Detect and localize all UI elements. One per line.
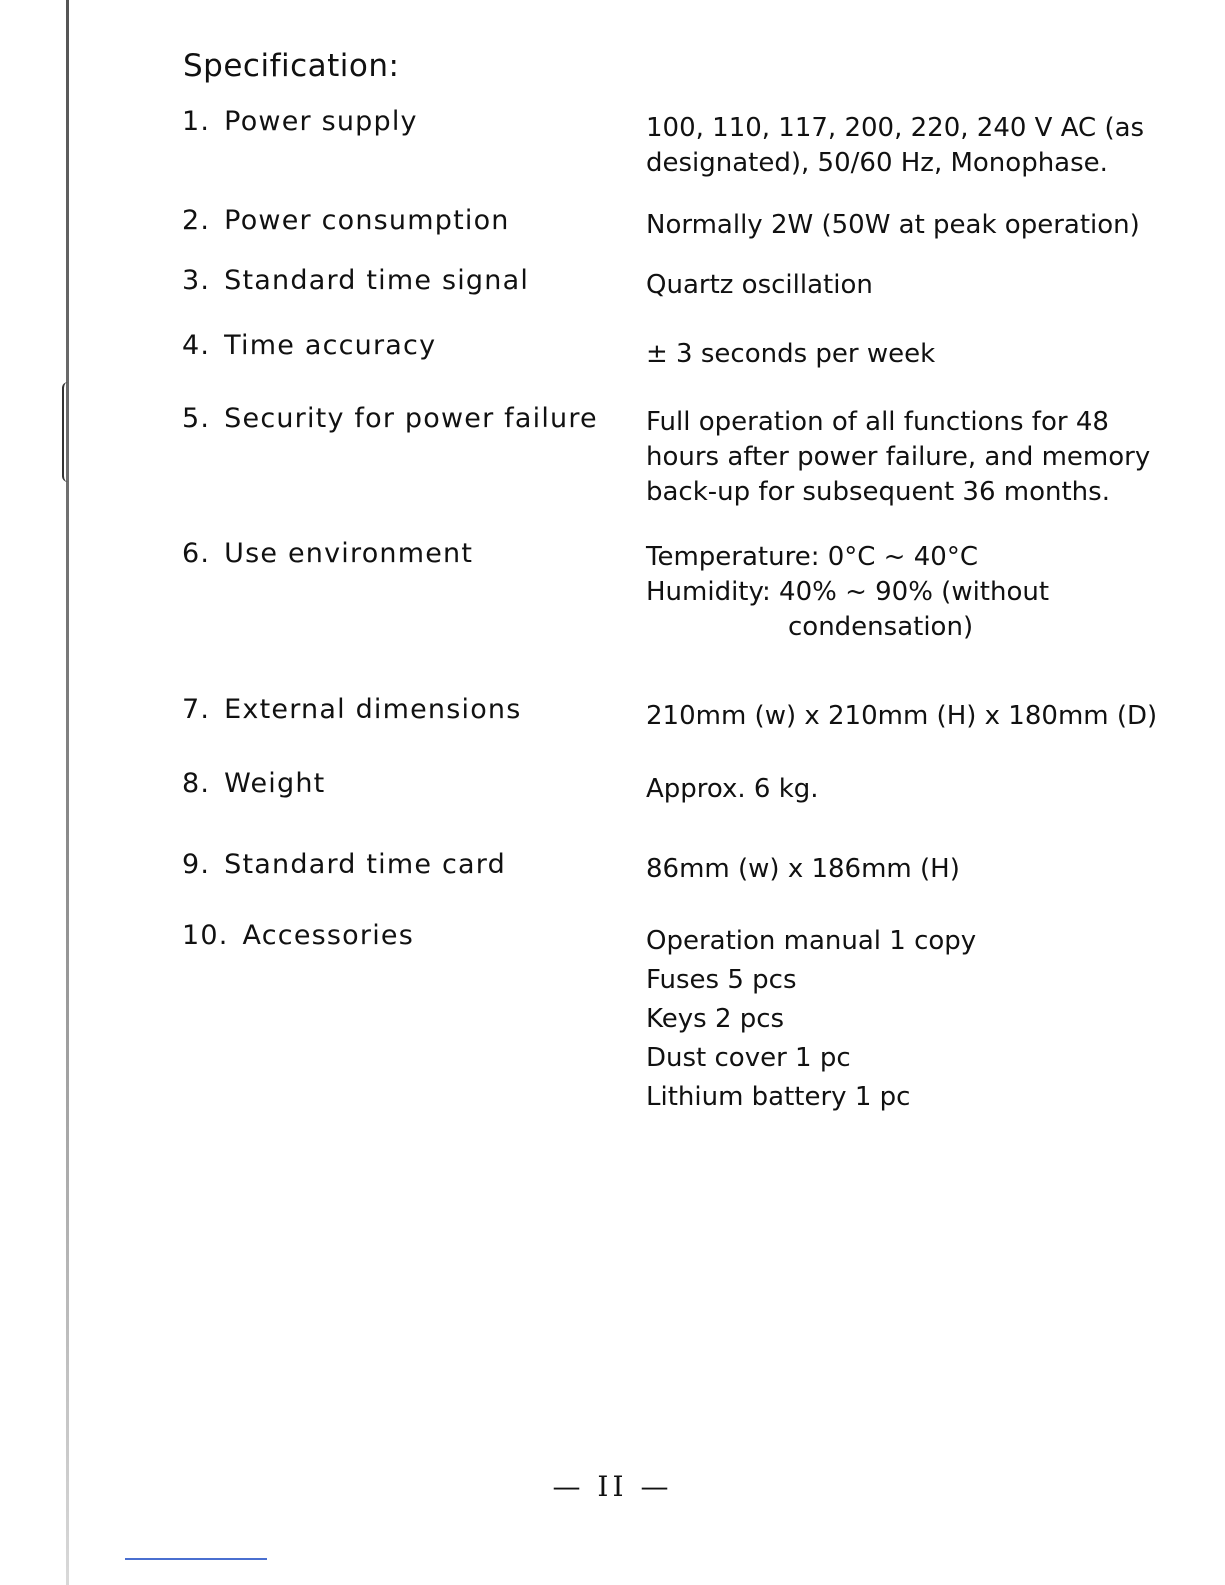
accessory-item: Dust cover 1 pc xyxy=(646,1043,851,1073)
bottom-rule xyxy=(125,1558,267,1560)
spec-item-label: Standard time signal xyxy=(224,265,530,296)
spec-item-power-consumption-value xyxy=(646,208,1140,243)
spec-item-use-environment-label xyxy=(182,538,473,569)
spec-item-label: Power consumption xyxy=(224,205,510,236)
spec-value-line: Normally 2W (50W at peak operation) xyxy=(646,210,1140,240)
spec-item-number: 3. xyxy=(182,265,211,296)
spec-item-number: 9. xyxy=(182,849,211,880)
accessory-item: Operation manual 1 copy xyxy=(646,926,977,956)
spec-item-label: Time accuracy xyxy=(224,330,437,361)
spec-item-label: Power supply xyxy=(224,106,418,137)
page-title: Specification: xyxy=(183,48,400,84)
accessory-item: Lithium battery 1 pc xyxy=(646,1082,911,1112)
spec-value-line: ± 3 seconds per week xyxy=(646,339,936,369)
spec-value-line: Approx. 6 kg. xyxy=(646,774,819,804)
spec-item-use-environment-value xyxy=(646,540,1049,645)
spec-value-line: hours after power failure, and memory xyxy=(646,442,1151,472)
spec-item-dimensions-value xyxy=(646,699,1157,734)
spec-value-line: condensation) xyxy=(788,612,974,642)
spec-item-time-accuracy-value xyxy=(646,337,935,372)
spec-value-line: 86mm (w) x 186mm (H) xyxy=(646,854,960,884)
spec-item-number: 8. xyxy=(182,768,211,799)
spec-item-number: 7. xyxy=(182,694,211,725)
spec-item-power-failure-label xyxy=(182,403,598,434)
spec-value-line: back-up for subsequent 36 months. xyxy=(646,477,1110,507)
spec-value-line: 100, 110, 117, 200, 220, 240 V AC (as xyxy=(646,113,1145,143)
spec-item-power-failure-value xyxy=(646,405,1150,510)
spec-value-line: Quartz oscillation xyxy=(646,270,873,300)
spec-item-number: 6. xyxy=(182,538,211,569)
spec-item-accessories-value xyxy=(646,922,976,1117)
spec-item-time-card-label xyxy=(182,849,506,880)
spec-value-line: Temperature: 0°C ~ 40°C xyxy=(646,542,978,572)
spec-item-time-accuracy-label xyxy=(182,330,436,361)
spec-item-label: External dimensions xyxy=(224,694,522,725)
spec-item-power-supply-value xyxy=(646,111,1144,181)
page-number: — II — xyxy=(552,1470,673,1503)
spec-item-weight-label xyxy=(182,768,325,799)
spec-value-line: designated), 50/60 Hz, Monophase. xyxy=(646,148,1108,178)
spec-item-number: 1. xyxy=(182,106,211,137)
spec-item-dimensions-label xyxy=(182,694,522,725)
spec-item-accessories-label xyxy=(182,920,414,951)
spec-value-line: Full operation of all functions for 48 xyxy=(646,407,1109,437)
spec-item-weight-value xyxy=(646,772,819,807)
spec-item-label: Standard time card xyxy=(224,849,506,880)
spec-item-number: 4. xyxy=(182,330,211,361)
accessory-item: Keys 2 pcs xyxy=(646,1004,785,1034)
spec-item-number: 5. xyxy=(182,403,211,434)
spec-item-number: 10. xyxy=(182,920,229,951)
spec-item-label: Weight xyxy=(224,768,326,799)
spec-item-power-supply-label xyxy=(182,106,418,137)
spec-item-power-consumption-label xyxy=(182,205,510,236)
spec-item-number: 2. xyxy=(182,205,211,236)
spec-value-line: 210mm (w) x 210mm (H) x 180mm (D) xyxy=(646,701,1158,731)
accessory-item: Fuses 5 pcs xyxy=(646,965,797,995)
spec-item-time-signal-label xyxy=(182,265,529,296)
spec-item-label: Security for power failure xyxy=(224,403,598,434)
spec-item-label: Use environment xyxy=(224,538,474,569)
spec-value-line: Humidity: 40% ~ 90% (without xyxy=(646,577,1050,607)
spec-item-time-signal-value xyxy=(646,268,873,303)
spec-item-label: Accessories xyxy=(242,920,414,951)
spec-item-time-card-value xyxy=(646,852,960,887)
